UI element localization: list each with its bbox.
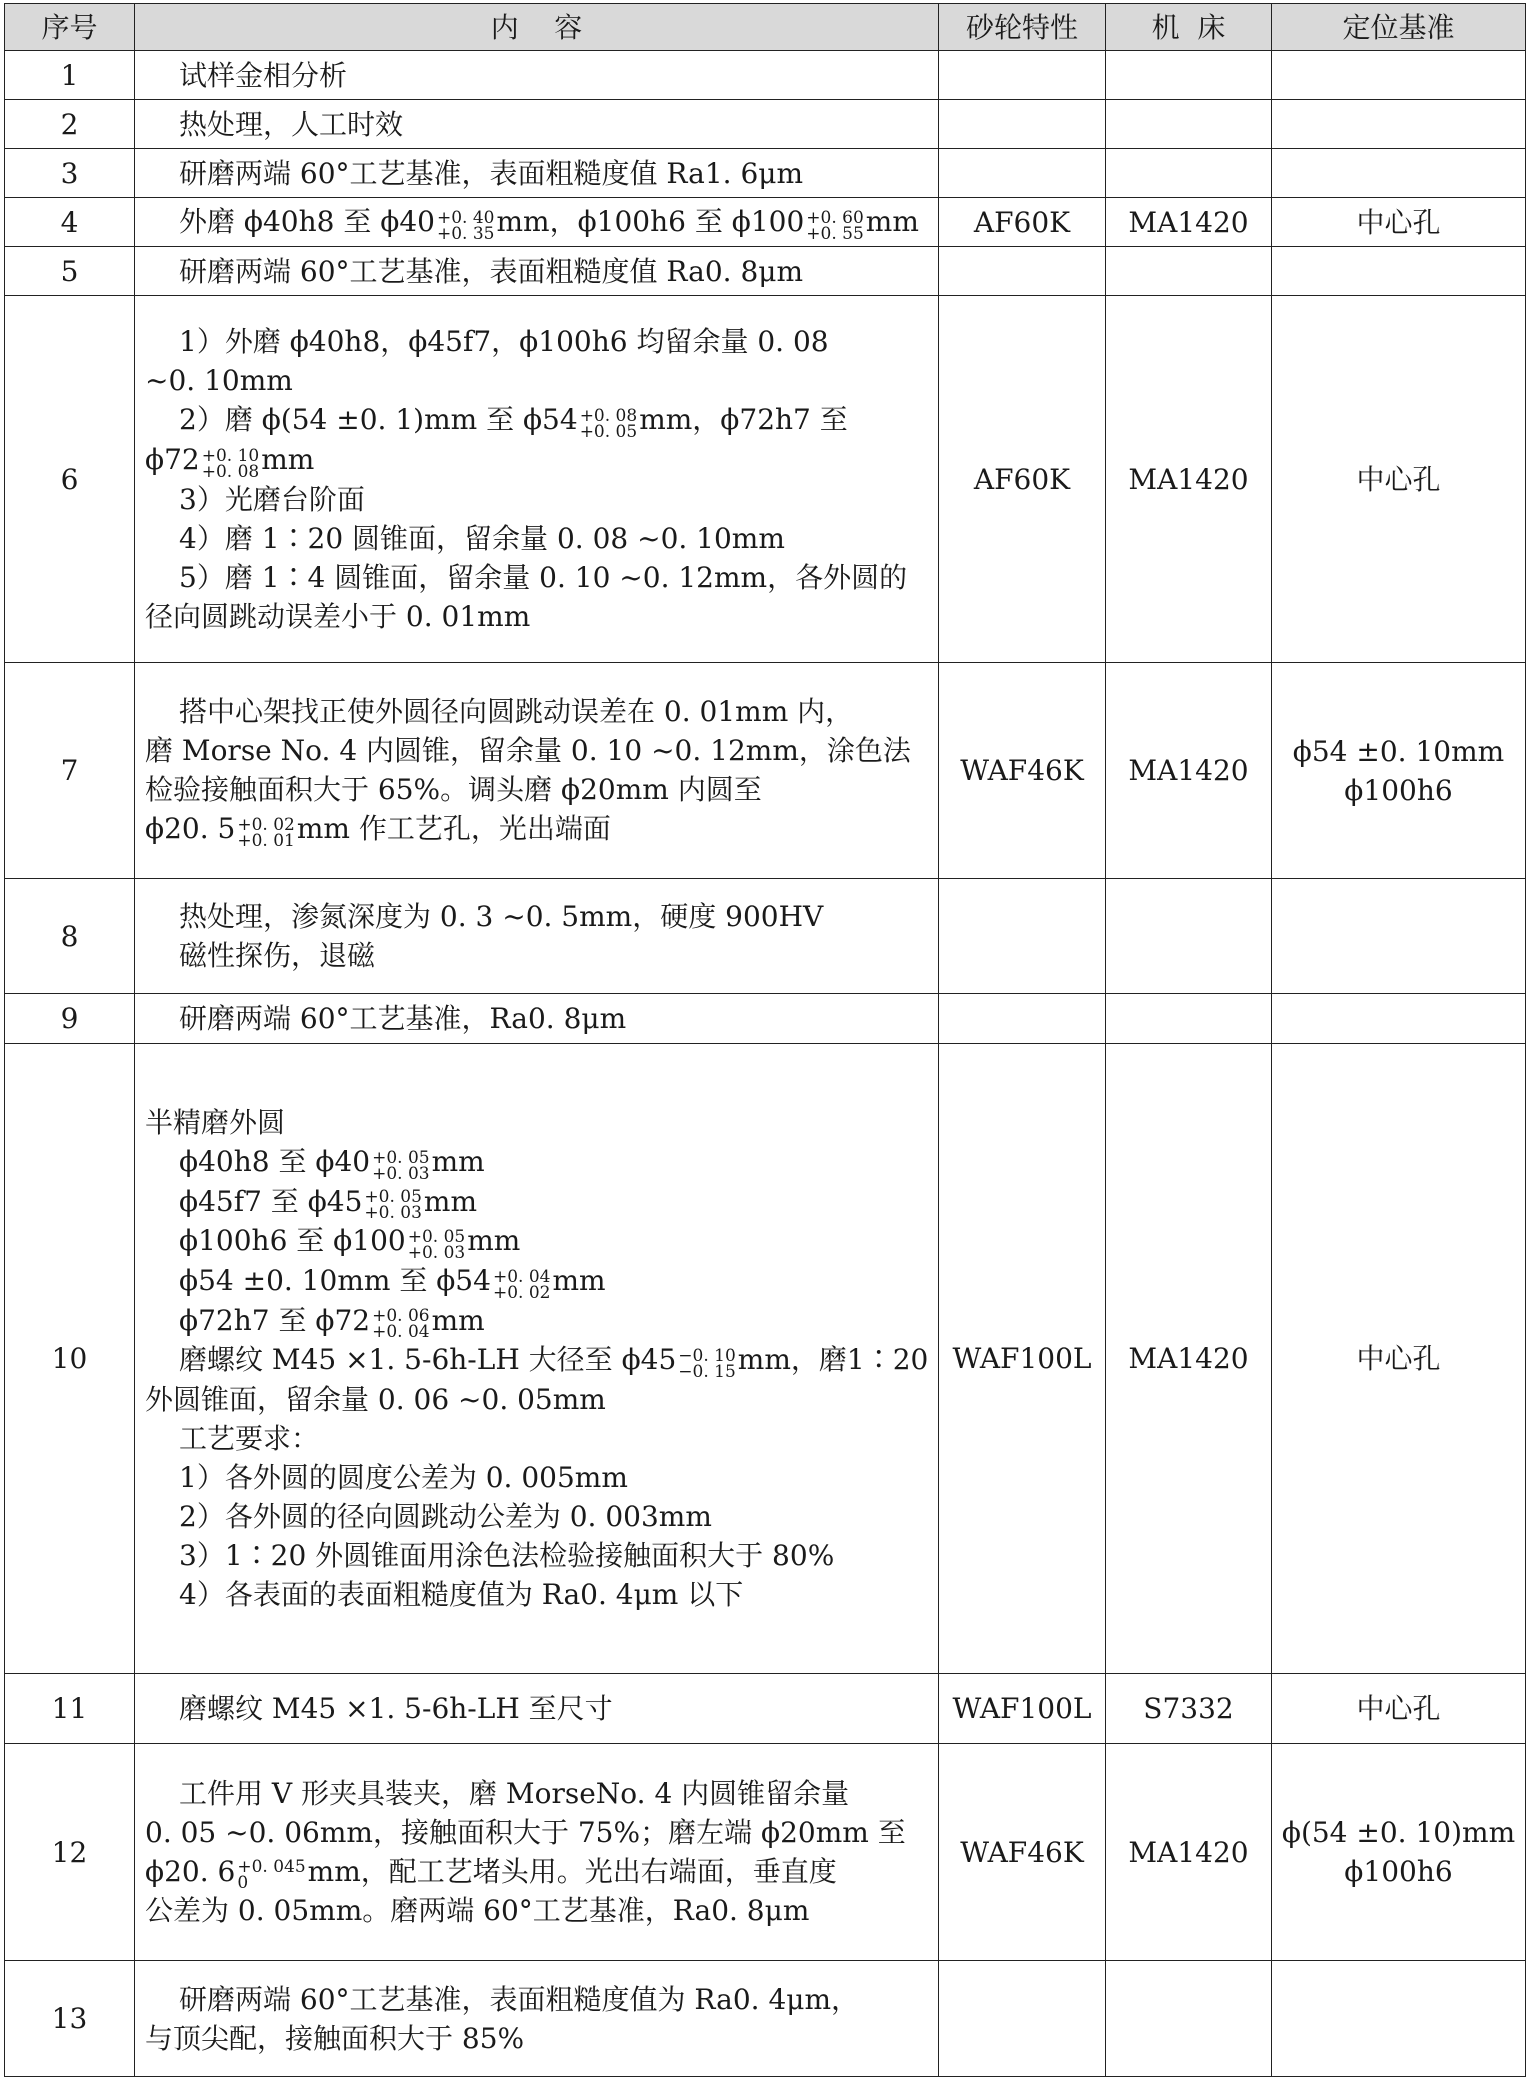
content-line: 1）各外圆的圆度公差为 0. 005mm (179, 1460, 628, 1494)
row-content (135, 296, 939, 663)
content-line: 工件用 V 形夹具装夹，磨 MorseNo. 4 内圆锥留余量 (179, 1776, 850, 1810)
wheel-cell (939, 879, 1106, 994)
tolerance (806, 207, 864, 244)
content-line (145, 1261, 926, 1301)
content-line (145, 1142, 926, 1182)
tolerance-lower: +0. 55 (806, 223, 864, 244)
table-row (5, 879, 1526, 994)
table-row (5, 1674, 1526, 1744)
row-content (135, 994, 939, 1044)
text-run: mm (467, 1224, 521, 1258)
wheel-cell: WAF100L (939, 1044, 1106, 1674)
locate-cell (1272, 296, 1526, 663)
text-run: mm (865, 205, 919, 239)
content-line: 磁性探伤，退磁 (179, 939, 376, 972)
tolerance (408, 1229, 466, 1261)
locate-line: ϕ54 ±0. 10mm (1292, 734, 1505, 768)
text-run: ϕ54 ±0. 10mm 至 ϕ54 (179, 1264, 491, 1297)
content-line: 与顶尖配，接触面积大于 85% (145, 2021, 525, 2055)
content-line (145, 1852, 926, 1892)
content-line: 半精磨外圆 (145, 1106, 286, 1140)
wheel-cell (939, 100, 1106, 149)
table-row (5, 296, 1526, 663)
wheel-cell (939, 1961, 1106, 2077)
content-line: 研磨两端 60°工艺基准，表面粗糙度值 Ra0. 8μm (179, 254, 804, 288)
locate-cell (1272, 994, 1526, 1044)
content-line: 热处理，人工时效 (179, 107, 404, 141)
wheel-cell (939, 149, 1106, 198)
content-line: 4）各表面的表面粗糙度值为 Ra0. 4μm 以下 (179, 1577, 744, 1611)
tolerance (372, 1147, 430, 1184)
tolerance (436, 207, 495, 244)
row-number: 5 (5, 247, 135, 296)
tolerance-upper: +0. 06 (372, 1306, 430, 1327)
locate-cell (1272, 879, 1526, 994)
locate-cell (1272, 51, 1526, 100)
content-line: 研磨两端 60°工艺基准，表面粗糙度值 Ra1. 6μm (179, 156, 804, 190)
text-run: mm，配工艺堵头用。光出右端面，垂直度 (307, 1854, 837, 1888)
machine-cell (1106, 994, 1272, 1044)
tolerance-lower: +0. 02 (492, 1282, 551, 1303)
row-content (135, 1961, 939, 2077)
row-number: 1 (5, 51, 135, 100)
tolerance-upper: +0. 05 (407, 1227, 466, 1247)
locate-cell (1272, 1961, 1526, 2077)
text-run: ϕ72 (145, 443, 200, 476)
content-line: 0. 05 ~0. 06mm，接触面积大于 75%；磨左端 ϕ20mm 至 (145, 1815, 906, 1849)
locate-line: ϕ100h6 (1344, 773, 1453, 807)
content-line: 搭中心架找正使外圆径向圆跳动误差在 0. 01mm 内， (179, 695, 854, 729)
table-row (5, 247, 1526, 296)
content-line (145, 1182, 926, 1222)
content-line (145, 202, 926, 242)
wheel-cell: AF60K (939, 296, 1106, 663)
text-run: ϕ45f7 至 ϕ45 (179, 1184, 363, 1218)
content-line: 2）各外圆的径向圆跳动公差为 0. 003mm (179, 1499, 712, 1533)
row-number: 2 (5, 100, 135, 149)
table-row (5, 198, 1526, 247)
text-run: 2）磨 ϕ(54 ±0. 1)mm 至 ϕ54 (179, 403, 578, 437)
tolerance-upper: +0. 045 (237, 1857, 306, 1878)
tolerance-upper: +0. 08 (579, 406, 638, 426)
locate-line: 中心孔 (1356, 205, 1441, 239)
header-row (5, 4, 1526, 51)
text-run: mm，ϕ100h6 至 ϕ100 (496, 205, 805, 239)
content-line: 外圆锥面，留余量 0. 06 ~0. 05mm (145, 1382, 606, 1416)
tolerance-lower: +0. 03 (364, 1203, 422, 1224)
row-number: 4 (5, 198, 135, 247)
tolerance-lower: +0. 04 (372, 1322, 430, 1343)
locate-line: ϕ(54 ±0. 10)mm (1281, 1816, 1516, 1849)
content-line (145, 1221, 926, 1261)
header-wheel: 砂轮特性 (939, 4, 1106, 51)
machine-cell (1106, 1961, 1272, 2077)
locate-line: 中心孔 (1356, 1692, 1441, 1725)
row-content (135, 247, 939, 296)
row-content (135, 1674, 939, 1744)
wheel-cell (939, 247, 1106, 296)
text-run: mm (423, 1184, 478, 1218)
row-number: 10 (5, 1044, 135, 1674)
tolerance-lower: +0. 03 (407, 1243, 466, 1263)
row-content (135, 51, 939, 100)
row-number: 6 (5, 296, 135, 663)
tolerance-lower: +0. 03 (372, 1163, 430, 1184)
content-line (145, 440, 926, 480)
tolerance-upper: +0. 04 (492, 1266, 551, 1287)
header-content: 内 容 (135, 4, 939, 51)
machine-cell: S7332 (1106, 1674, 1272, 1744)
tolerance (201, 445, 260, 482)
tolerance-lower: +0. 35 (436, 223, 495, 244)
text-run: mm 作工艺孔，光出端面 (296, 812, 611, 846)
machine-cell: MA1420 (1106, 1744, 1272, 1961)
tolerance-lower: −0. 15 (678, 1361, 736, 1382)
content-line: 工艺要求： (179, 1421, 320, 1455)
table-row (5, 1744, 1526, 1961)
header-no: 序号 (5, 4, 135, 51)
locate-cell (1272, 247, 1526, 296)
content-line (145, 1301, 926, 1341)
content-line: 4）磨 1∶20 圆锥面，留余量 0. 08 ~0. 10mm (179, 521, 785, 555)
tolerance (580, 408, 638, 440)
content-line: 研磨两端 60°工艺基准，表面粗糙度值为 Ra0. 4μm， (179, 1982, 860, 2016)
wheel-cell: WAF46K (939, 663, 1106, 879)
row-content (135, 663, 939, 879)
tolerance (364, 1187, 422, 1224)
wheel-cell: WAF100L (939, 1674, 1106, 1744)
tolerance-lower: 0 (237, 1873, 249, 1894)
machine-cell (1106, 149, 1272, 198)
row-number: 12 (5, 1744, 135, 1961)
content-line: 磨 Morse No. 4 内圆锥，留余量 0. 10 ~0. 12mm，涂色法 (145, 734, 911, 768)
text-run: mm (552, 1264, 606, 1297)
content-line: 检验接触面积大于 65%。调头磨 ϕ20mm 内圆至 (145, 773, 762, 807)
text-run: ϕ72h7 至 ϕ72 (179, 1303, 371, 1337)
header-locate: 定位基准 (1272, 4, 1526, 51)
locate-line: 中心孔 (1356, 1342, 1441, 1375)
text-run: ϕ20. 6 (145, 1854, 236, 1888)
table-row (5, 149, 1526, 198)
locate-cell (1272, 1044, 1526, 1674)
row-number: 9 (5, 994, 135, 1044)
content-line: 径向圆跳动误差小于 0. 01mm (145, 599, 531, 633)
row-number: 13 (5, 1961, 135, 2077)
locate-line: 中心孔 (1356, 462, 1441, 496)
tolerance-upper: −0. 10 (678, 1345, 736, 1366)
locate-cell (1272, 663, 1526, 879)
text-run: ϕ20. 5 (145, 812, 236, 846)
tolerance-upper: +0. 60 (806, 207, 864, 228)
locate-cell (1272, 100, 1526, 149)
machine-cell: MA1420 (1106, 663, 1272, 879)
content-line: 3）1∶20 外圆锥面用涂色法检验接触面积大于 80% (179, 1538, 835, 1572)
content-line (145, 400, 926, 440)
text-run: ϕ100h6 至 ϕ100 (179, 1224, 406, 1258)
text-run: mm，磨1∶20 (737, 1343, 929, 1377)
tolerance-upper: +0. 10 (201, 445, 260, 466)
tolerance-upper: +0. 05 (372, 1147, 430, 1168)
content-line: 磨螺纹 M45 ×1. 5-6h-LH 至尺寸 (179, 1692, 613, 1725)
wheel-cell (939, 994, 1106, 1044)
row-number: 8 (5, 879, 135, 994)
row-number: 11 (5, 1674, 135, 1744)
row-content (135, 100, 939, 149)
locate-cell (1272, 1744, 1526, 1961)
text-run: ϕ40h8 至 ϕ40 (179, 1145, 371, 1179)
text-run: 外磨 ϕ40h8 至 ϕ40 (179, 205, 435, 239)
locate-cell (1272, 198, 1526, 247)
machine-cell (1106, 51, 1272, 100)
text-run: mm (431, 1145, 485, 1179)
machine-cell: MA1420 (1106, 296, 1272, 663)
content-line: 3）光磨台阶面 (179, 482, 365, 516)
text-run: mm (261, 443, 315, 476)
tolerance-upper: +0. 02 (237, 814, 295, 835)
locate-line: ϕ100h6 (1344, 1855, 1453, 1888)
row-number: 7 (5, 663, 135, 879)
header-machine: 机 床 (1106, 4, 1272, 51)
tolerance (678, 1345, 736, 1382)
machine-cell (1106, 879, 1272, 994)
locate-cell (1272, 1674, 1526, 1744)
content-line: 试样金相分析 (179, 58, 348, 92)
content-line: ~0. 10mm (145, 364, 293, 398)
row-content (135, 879, 939, 994)
machine-cell (1106, 100, 1272, 149)
wheel-cell: WAF46K (939, 1744, 1106, 1961)
tolerance-lower: +0. 01 (237, 830, 295, 851)
row-content (135, 1744, 939, 1961)
row-number: 3 (5, 149, 135, 198)
text-run: mm (431, 1303, 485, 1337)
content-line (145, 809, 926, 849)
tolerance (237, 814, 295, 851)
machine-cell (1106, 247, 1272, 296)
table-row (5, 100, 1526, 149)
row-content (135, 198, 939, 247)
content-line: 公差为 0. 05mm。磨两端 60°工艺基准，Ra0. 8μm (145, 1894, 810, 1928)
row-content (135, 149, 939, 198)
tolerance-upper: +0. 40 (436, 207, 495, 228)
content-line: 1）外磨 ϕ40h8，ϕ45f7，ϕ100h6 均留余量 0. 08 (179, 325, 829, 359)
table-row (5, 994, 1526, 1044)
wheel-cell (939, 51, 1106, 100)
content-line: 5）磨 1∶4 圆锥面，留余量 0. 10 ~0. 12mm，各外圆的 (179, 560, 908, 594)
process-table (4, 3, 1526, 2077)
table-row (5, 663, 1526, 879)
table-row (5, 51, 1526, 100)
machine-cell: MA1420 (1106, 198, 1272, 247)
tolerance-lower: +0. 08 (201, 461, 260, 482)
content-line: 研磨两端 60°工艺基准，Ra0. 8μm (179, 1002, 627, 1035)
tolerance (372, 1306, 430, 1343)
tolerance (237, 1857, 306, 1894)
tolerance (492, 1266, 551, 1303)
text-run: 磨螺纹 M45 ×1. 5-6h-LH 大径至 ϕ45 (179, 1343, 677, 1377)
text-run: mm，ϕ72h7 至 (639, 403, 848, 437)
wheel-cell: AF60K (939, 198, 1106, 247)
table-row (5, 1961, 1526, 2077)
locate-cell (1272, 149, 1526, 198)
tolerance-lower: +0. 05 (579, 422, 638, 442)
machine-cell: MA1420 (1106, 1044, 1272, 1674)
row-content (135, 1044, 939, 1674)
content-line (145, 1340, 929, 1382)
table-row (5, 1044, 1526, 1674)
content-line: 热处理，渗氮深度为 0. 3 ~0. 5mm，硬度 900HV (179, 900, 824, 933)
tolerance-upper: +0. 05 (364, 1187, 422, 1208)
